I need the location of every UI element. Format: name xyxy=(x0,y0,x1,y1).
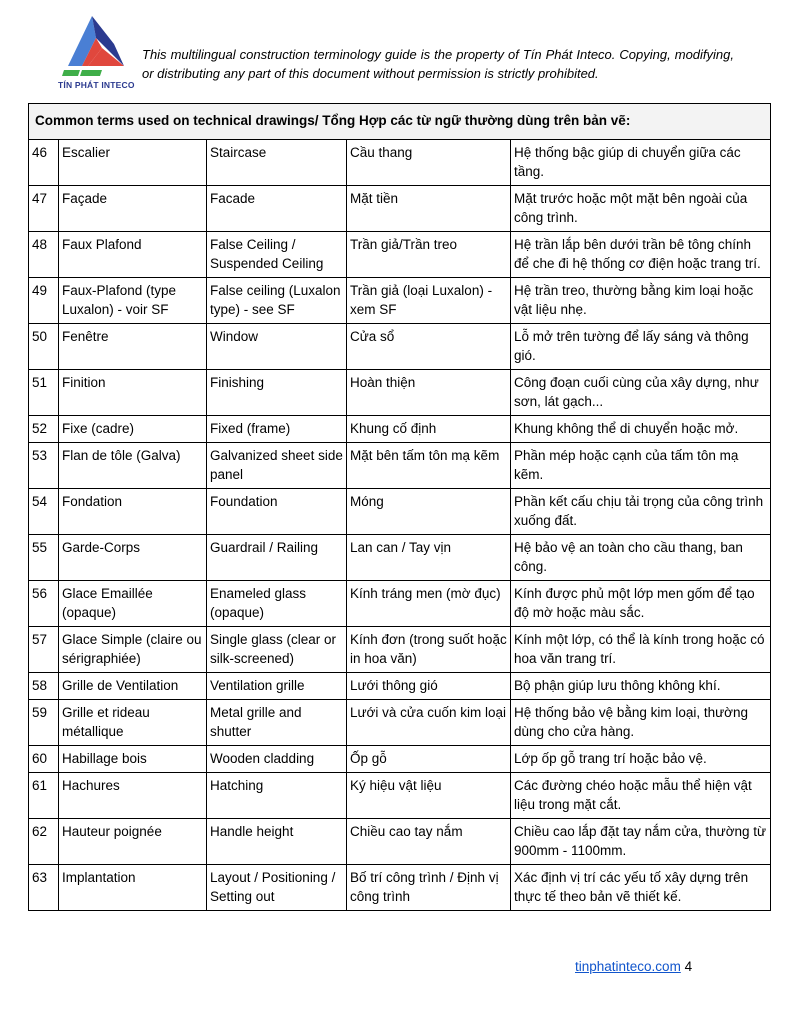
row-number-cell: 51 xyxy=(29,370,59,416)
english-term-cell: Fixed (frame) xyxy=(207,416,347,443)
row-number-cell: 58 xyxy=(29,673,59,700)
table-row xyxy=(29,746,771,773)
row-number-cell: 46 xyxy=(29,140,59,186)
table-row xyxy=(29,324,771,370)
row-number-cell: 52 xyxy=(29,416,59,443)
terms-table xyxy=(28,103,771,911)
french-term-cell: Escalier xyxy=(59,140,207,186)
row-number-cell: 59 xyxy=(29,700,59,746)
vietnamese-term-cell: Cửa sổ xyxy=(347,324,511,370)
french-term-cell: Grille de Ventilation xyxy=(59,673,207,700)
vietnamese-term-cell: Hoàn thiện xyxy=(347,370,511,416)
table-row xyxy=(29,819,771,865)
vietnamese-term-cell: Lan can / Tay vịn xyxy=(347,535,511,581)
row-number-cell: 55 xyxy=(29,535,59,581)
description-cell: Hệ thống bậc giúp di chuyển giữa các tầng. xyxy=(511,140,771,186)
table-row xyxy=(29,370,771,416)
english-term-cell: Ventilation grille xyxy=(207,673,347,700)
french-term-cell: Fenêtre xyxy=(59,324,207,370)
description-cell: Phần mép hoặc cạnh của tấm tôn mạ kẽm. xyxy=(511,443,771,489)
table-row xyxy=(29,186,771,232)
vietnamese-term-cell: Trần giả/Trần treo xyxy=(347,232,511,278)
description-cell: Lỗ mở trên tường để lấy sáng và thông gió. xyxy=(511,324,771,370)
english-term-cell: Metal grille and shutter xyxy=(207,700,347,746)
row-number-cell: 54 xyxy=(29,489,59,535)
table-row xyxy=(29,627,771,673)
description-cell: Mặt trước hoặc một mặt bên ngoài của công trình. xyxy=(511,186,771,232)
company-logo xyxy=(58,14,135,92)
french-term-cell: Faux-Plafond (type Luxalon) - voir SF xyxy=(59,278,207,324)
table-row xyxy=(29,773,771,819)
table-row xyxy=(29,443,771,489)
footer xyxy=(575,959,692,974)
english-term-cell: Single glass (clear or silk-screened) xyxy=(207,627,347,673)
description-cell: Khung không thể di chuyển hoặc mở. xyxy=(511,416,771,443)
vietnamese-term-cell: Lưới thông gió xyxy=(347,673,511,700)
french-term-cell: Flan de tôle (Galva) xyxy=(59,443,207,489)
description-cell: Hệ bảo vệ an toàn cho cầu thang, ban công. xyxy=(511,535,771,581)
row-number-cell: 60 xyxy=(29,746,59,773)
english-term-cell: Handle height xyxy=(207,819,347,865)
vietnamese-term-cell: Trần giả (loại Luxalon) - xem SF xyxy=(347,278,511,324)
vietnamese-term-cell: Ốp gỗ xyxy=(347,746,511,773)
website-link[interactable]: tinphatinteco.com xyxy=(575,959,681,974)
row-number-cell: 47 xyxy=(29,186,59,232)
french-term-cell: Hauteur poignée xyxy=(59,819,207,865)
french-term-cell: Hachures xyxy=(59,773,207,819)
french-term-cell: Glace Simple (claire ou sérigraphiée) xyxy=(59,627,207,673)
french-term-cell: Implantation xyxy=(59,865,207,911)
english-term-cell: Foundation xyxy=(207,489,347,535)
vietnamese-term-cell: Khung cố định xyxy=(347,416,511,443)
french-term-cell: Finition xyxy=(59,370,207,416)
vietnamese-term-cell: Chiều cao tay nắm xyxy=(347,819,511,865)
row-number-cell: 56 xyxy=(29,581,59,627)
english-term-cell: Hatching xyxy=(207,773,347,819)
row-number-cell: 62 xyxy=(29,819,59,865)
english-term-cell: Layout / Positioning / Setting out xyxy=(207,865,347,911)
description-cell: Bộ phận giúp lưu thông không khí. xyxy=(511,673,771,700)
vietnamese-term-cell: Kính tráng men (mờ đục) xyxy=(347,581,511,627)
table-row xyxy=(29,581,771,627)
english-term-cell: Window xyxy=(207,324,347,370)
table-row xyxy=(29,416,771,443)
description-cell: Kính được phủ một lớp men gốm để tạo độ mờ hoặc màu sắc. xyxy=(511,581,771,627)
vietnamese-term-cell: Ký hiệu vật liệu xyxy=(347,773,511,819)
table-row xyxy=(29,489,771,535)
description-cell: Hệ thống bảo vệ bằng kim loại, thường dùng cho cửa hàng. xyxy=(511,700,771,746)
french-term-cell: Garde-Corps xyxy=(59,535,207,581)
vietnamese-term-cell: Bố trí công trình / Định vị công trình xyxy=(347,865,511,911)
english-term-cell: Guardrail / Railing xyxy=(207,535,347,581)
description-cell: Công đoạn cuối cùng của xây dựng, như sơn, lát gạch... xyxy=(511,370,771,416)
description-cell: Phần kết cấu chịu tải trọng của công trình xuống đất. xyxy=(511,489,771,535)
description-cell: Kính một lớp, có thể là kính trong hoặc có hoa văn trang trí. xyxy=(511,627,771,673)
vietnamese-term-cell: Mặt bên tấm tôn mạ kẽm xyxy=(347,443,511,489)
row-number-cell: 49 xyxy=(29,278,59,324)
description-cell: Xác định vị trí các yếu tố xây dựng trên thực tế theo bản vẽ thiết kế. xyxy=(511,865,771,911)
logo-triangle-icon xyxy=(58,14,130,80)
french-term-cell: Façade xyxy=(59,186,207,232)
french-term-cell: Fondation xyxy=(59,489,207,535)
table-title: Common terms used on technical drawings/ Tổng Hợp các từ ngữ thường dùng trên bản vẽ: xyxy=(29,104,771,140)
table-row xyxy=(29,865,771,911)
table-row xyxy=(29,232,771,278)
description-cell: Các đường chéo hoặc mẫu thể hiện vật liệu trong mặt cắt. xyxy=(511,773,771,819)
english-term-cell: Enameled glass (opaque) xyxy=(207,581,347,627)
table-row xyxy=(29,535,771,581)
vietnamese-term-cell: Lưới và cửa cuốn kim loại xyxy=(347,700,511,746)
page-number: 4 xyxy=(684,959,693,974)
row-number-cell: 48 xyxy=(29,232,59,278)
row-number-cell: 53 xyxy=(29,443,59,489)
description-cell: Hệ trần lắp bên dưới trần bê tông chính để che đi hệ thống cơ điện hoặc trang trí. xyxy=(511,232,771,278)
table-row xyxy=(29,140,771,186)
french-term-cell: Glace Emaillée (opaque) xyxy=(59,581,207,627)
english-term-cell: False ceiling (Luxalon type) - see SF xyxy=(207,278,347,324)
vietnamese-term-cell: Móng xyxy=(347,489,511,535)
row-number-cell: 63 xyxy=(29,865,59,911)
description-cell: Hệ trần treo, thường bằng kim loại hoặc vật liệu nhẹ. xyxy=(511,278,771,324)
row-number-cell: 61 xyxy=(29,773,59,819)
vietnamese-term-cell: Cầu thang xyxy=(347,140,511,186)
french-term-cell: Fixe (cadre) xyxy=(59,416,207,443)
english-term-cell: Staircase xyxy=(207,140,347,186)
table-row xyxy=(29,700,771,746)
vietnamese-term-cell: Mặt tiền xyxy=(347,186,511,232)
copyright-notice: This multilingual construction terminology guide is the property of Tín Phát Inteco. Copying, modifying, or distributing any part of this document without permission is strictly prohibited. xyxy=(142,47,734,81)
logo-text: TÍN PHÁT INTECO xyxy=(58,80,135,90)
table-row xyxy=(29,278,771,324)
french-term-cell: Grille et rideau métallique xyxy=(59,700,207,746)
english-term-cell: Finishing xyxy=(207,370,347,416)
description-cell: Lớp ốp gỗ trang trí hoặc bảo vệ. xyxy=(511,746,771,773)
english-term-cell: Facade xyxy=(207,186,347,232)
english-term-cell: Wooden cladding xyxy=(207,746,347,773)
french-term-cell: Faux Plafond xyxy=(59,232,207,278)
row-number-cell: 50 xyxy=(29,324,59,370)
english-term-cell: False Ceiling / Suspended Ceiling xyxy=(207,232,347,278)
english-term-cell: Galvanized sheet side panel xyxy=(207,443,347,489)
row-number-cell: 57 xyxy=(29,627,59,673)
french-term-cell: Habillage bois xyxy=(59,746,207,773)
table-row xyxy=(29,673,771,700)
description-cell: Chiều cao lắp đặt tay nắm cửa, thường từ 900mm - 1100mm. xyxy=(511,819,771,865)
vietnamese-term-cell: Kính đơn (trong suốt hoặc in hoa văn) xyxy=(347,627,511,673)
